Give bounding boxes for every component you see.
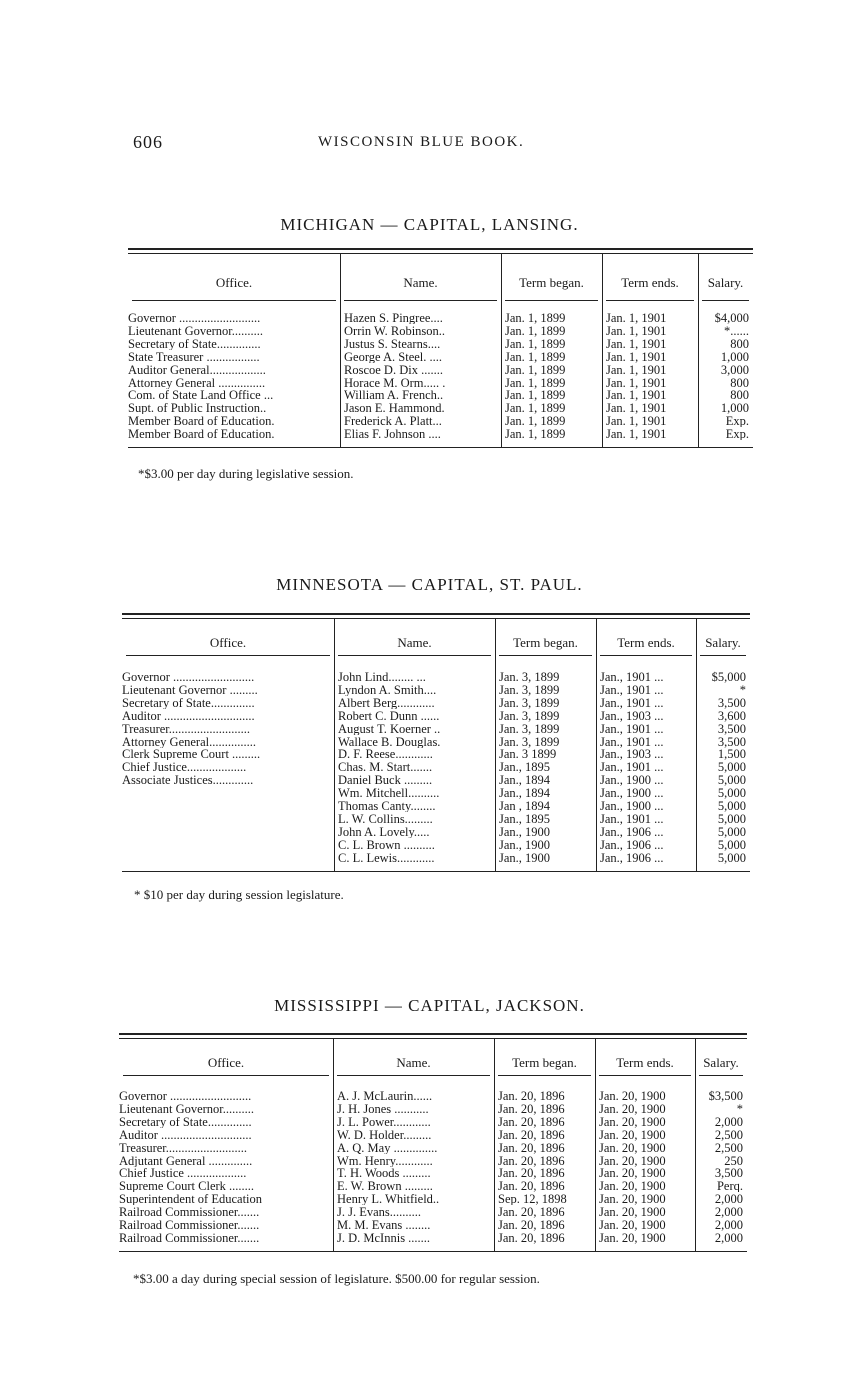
cell-office: Supreme Court Clerk ........ bbox=[119, 1180, 255, 1193]
officers-table bbox=[119, 1033, 747, 1251]
cell-office: Lieutenant Governor.......... bbox=[119, 1102, 255, 1115]
cell-name: W. D. Holder......... bbox=[337, 1128, 432, 1141]
cell-began: Jan. 1, 1899 bbox=[505, 389, 566, 402]
cell-began: Jan. 20, 1896 bbox=[498, 1102, 565, 1115]
table-top-rule-inner bbox=[119, 1038, 747, 1039]
table-bottom-rule bbox=[119, 1251, 747, 1252]
cell-began: Jan., 1895 bbox=[499, 761, 551, 774]
cell-name: D. F. Reese............ bbox=[338, 748, 433, 761]
cell-ends: Jan. 20, 1900 bbox=[599, 1219, 666, 1231]
cell-office: Member Board of Education. bbox=[128, 428, 275, 441]
cell-name: A. Q. May .............. bbox=[337, 1141, 438, 1154]
cell-name: C. L. Lewis............ bbox=[338, 851, 435, 864]
cell-name: Thomas Canty........ bbox=[338, 800, 436, 812]
section-footnote: * $10 per day during session legislature. bbox=[134, 887, 344, 902]
cell-ends: Jan. 20, 1900 bbox=[599, 1102, 666, 1115]
cell-ends: Jan. 20, 1900 bbox=[599, 1090, 666, 1102]
table-row bbox=[128, 364, 753, 376]
cell-began: Sep. 12, 1898 bbox=[498, 1193, 567, 1206]
cell-salary: 1,500 bbox=[717, 748, 746, 761]
section-footnote: *$3.00 a day during special session of legislature. $500.00 for regular session. bbox=[133, 1271, 540, 1286]
table-row bbox=[122, 826, 750, 838]
cell-ends: Jan., 1903 ... bbox=[600, 748, 664, 761]
cell-office: Secretary of State.............. bbox=[119, 1115, 252, 1128]
table-row bbox=[119, 1193, 747, 1205]
cell-office: Attorney General ............... bbox=[128, 376, 266, 389]
cell-salary: 5,000 bbox=[717, 800, 746, 812]
cell-salary: 3,000 bbox=[720, 363, 749, 376]
cell-name: Justus S. Stearns.... bbox=[344, 337, 441, 350]
table-row bbox=[119, 1129, 747, 1141]
cell-began: Jan. 20, 1896 bbox=[498, 1219, 565, 1231]
cell-began: Jan. 20, 1896 bbox=[498, 1206, 565, 1219]
cell-salary: 3,500 bbox=[717, 696, 746, 709]
cell-salary: 5,000 bbox=[717, 825, 746, 838]
table-row bbox=[122, 839, 750, 851]
cell-office: Member Board of Education. bbox=[128, 415, 275, 428]
table-row bbox=[122, 761, 750, 773]
cell-ends: Jan. 20, 1900 bbox=[599, 1167, 666, 1180]
header-underline bbox=[599, 1075, 691, 1076]
cell-ends: Jan. 20, 1900 bbox=[599, 1141, 666, 1154]
cell-name: Wallace B. Douglas. bbox=[338, 735, 441, 748]
table-row bbox=[122, 852, 750, 864]
cell-salary: 1,000 bbox=[720, 350, 749, 363]
cell-name: Daniel Buck ......... bbox=[338, 774, 433, 787]
cell-salary: Exp. bbox=[725, 428, 749, 441]
cell-salary: * bbox=[739, 683, 746, 696]
cell-ends: Jan. 20, 1900 bbox=[599, 1154, 666, 1167]
cell-salary: $3,500 bbox=[708, 1090, 743, 1102]
cell-salary: Exp. bbox=[725, 415, 749, 428]
cell-office: State Treasurer ................. bbox=[128, 350, 260, 363]
cell-office: Railroad Commissioner....... bbox=[119, 1231, 260, 1244]
table-top-rule bbox=[119, 1033, 747, 1035]
cell-began: Jan. 1, 1899 bbox=[505, 428, 566, 441]
cell-began: Jan. 1, 1899 bbox=[505, 415, 566, 428]
cell-name: Hazen S. Pingree.... bbox=[344, 312, 443, 324]
header-began: Term began. bbox=[519, 275, 584, 290]
table-row bbox=[122, 697, 750, 709]
cell-name: E. W. Brown ......... bbox=[337, 1180, 433, 1193]
table-row bbox=[119, 1180, 747, 1192]
cell-began: Jan. 1, 1899 bbox=[505, 363, 566, 376]
section-title: MICHIGAN — CAPITAL, LANSING. bbox=[280, 215, 579, 234]
cell-office: Railroad Commissioner....... bbox=[119, 1219, 260, 1231]
cell-name: Lyndon A. Smith.... bbox=[338, 683, 437, 696]
cell-ends: Jan., 1901 ... bbox=[600, 683, 664, 696]
cell-salary: 5,000 bbox=[717, 851, 746, 864]
cell-began: Jan. 3 1899 bbox=[499, 748, 557, 761]
page-header bbox=[0, 132, 859, 156]
table-row bbox=[119, 1116, 747, 1128]
cell-salary: * bbox=[736, 1102, 743, 1115]
header-salary: Salary. bbox=[703, 1055, 739, 1070]
cell-salary: 800 bbox=[730, 337, 749, 350]
header-underline bbox=[337, 1075, 490, 1076]
cell-ends: Jan., 1906 ... bbox=[600, 851, 664, 864]
cell-office: Com. of State Land Office ... bbox=[128, 389, 274, 402]
cell-salary: 1,000 bbox=[720, 402, 749, 415]
cell-office: Lieutenant Governor.......... bbox=[128, 324, 264, 337]
cell-salary: 3,500 bbox=[717, 735, 746, 748]
cell-ends: Jan. 1, 1901 bbox=[606, 350, 667, 363]
cell-name: Horace M. Orm..... . bbox=[344, 376, 446, 389]
cell-began: Jan., 1895 bbox=[499, 812, 551, 825]
cell-salary: 2,500 bbox=[714, 1141, 743, 1154]
cell-began: Jan., 1894 bbox=[499, 787, 551, 800]
cell-ends: Jan., 1900 ... bbox=[600, 800, 664, 812]
cell-ends: Jan. 20, 1900 bbox=[599, 1180, 666, 1193]
table-row bbox=[122, 671, 750, 683]
cell-ends: Jan., 1901 ... bbox=[600, 696, 664, 709]
table-row bbox=[122, 774, 750, 786]
cell-name: M. M. Evans ........ bbox=[337, 1219, 431, 1231]
table-row bbox=[122, 800, 750, 812]
cell-name: Elias F. Johnson .... bbox=[344, 428, 441, 441]
cell-salary: 2,000 bbox=[714, 1115, 743, 1128]
header-underline bbox=[344, 300, 497, 301]
cell-name: Wm. Henry............ bbox=[337, 1154, 433, 1167]
header-underline bbox=[699, 1075, 743, 1076]
cell-salary: $4,000 bbox=[714, 312, 749, 324]
cell-ends: Jan., 1901 ... bbox=[600, 722, 664, 735]
cell-ends: Jan., 1900 ... bbox=[600, 787, 664, 800]
cell-name: L. W. Collins......... bbox=[338, 812, 433, 825]
table-row bbox=[128, 415, 753, 427]
cell-began: Jan. 3, 1899 bbox=[499, 671, 560, 683]
cell-ends: Jan., 1903 ... bbox=[600, 709, 664, 722]
running-title: WISCONSIN BLUE BOOK. bbox=[318, 134, 525, 150]
officers-table bbox=[122, 613, 750, 871]
header-name: Name. bbox=[403, 275, 438, 290]
header-name: Name. bbox=[397, 635, 432, 650]
table-row bbox=[122, 723, 750, 735]
cell-office: Adjutant General .............. bbox=[119, 1154, 253, 1167]
header-underline bbox=[123, 1075, 329, 1076]
cell-salary: 2,000 bbox=[714, 1219, 743, 1231]
cell-office: Clerk Supreme Court ......... bbox=[122, 748, 261, 761]
cell-office: Auditor ............................. bbox=[119, 1128, 252, 1141]
cell-salary: 2,000 bbox=[714, 1231, 743, 1244]
table-row bbox=[128, 377, 753, 389]
table-row bbox=[122, 736, 750, 748]
cell-began: Jan. 1, 1899 bbox=[505, 402, 566, 415]
cell-name: Frederick A. Platt... bbox=[344, 415, 442, 428]
cell-name: J. L. Power............ bbox=[337, 1115, 431, 1128]
cell-began: Jan., 1900 bbox=[499, 851, 551, 864]
cell-office: Supt. of Public Instruction.. bbox=[128, 402, 267, 415]
cell-began: Jan. 1, 1899 bbox=[505, 312, 566, 324]
cell-ends: Jan., 1901 ... bbox=[600, 761, 664, 774]
cell-ends: Jan., 1906 ... bbox=[600, 825, 664, 838]
table-row bbox=[128, 325, 753, 337]
cell-salary: 3,500 bbox=[717, 722, 746, 735]
cell-name: John Lind........ ... bbox=[338, 671, 426, 683]
cell-ends: Jan. 1, 1901 bbox=[606, 415, 667, 428]
cell-name: Henry L. Whitfield.. bbox=[337, 1193, 440, 1206]
cell-ends: Jan. 1, 1901 bbox=[606, 402, 667, 415]
cell-began: Jan., 1894 bbox=[499, 774, 551, 787]
cell-name: Wm. Mitchell.......... bbox=[338, 787, 440, 800]
cell-ends: Jan., 1901 ... bbox=[600, 671, 664, 683]
cell-office: Treasurer.......................... bbox=[122, 722, 251, 735]
cell-office: Auditor ............................. bbox=[122, 709, 255, 722]
header-office: Office. bbox=[207, 1055, 245, 1070]
cell-ends: Jan., 1901 ... bbox=[600, 812, 664, 825]
cell-ends: Jan. 20, 1900 bbox=[599, 1231, 666, 1244]
cell-ends: Jan., 1906 ... bbox=[600, 838, 664, 851]
cell-office: Governor .......................... bbox=[119, 1090, 252, 1102]
cell-ends: Jan. 1, 1901 bbox=[606, 337, 667, 350]
cell-began: Jan. 20, 1896 bbox=[498, 1141, 565, 1154]
table-top-rule-inner bbox=[128, 253, 753, 254]
cell-name: Chas. M. Start....... bbox=[338, 761, 433, 774]
table-row bbox=[122, 684, 750, 696]
table-row bbox=[128, 312, 753, 324]
table-row bbox=[128, 351, 753, 363]
cell-began: Jan , 1894 bbox=[499, 800, 551, 812]
cell-began: Jan. 1, 1899 bbox=[505, 376, 566, 389]
cell-office: Auditor General.................. bbox=[128, 363, 266, 376]
table-top-rule-inner bbox=[122, 618, 750, 619]
cell-began: Jan., 1900 bbox=[499, 825, 551, 838]
cell-began: Jan. 3, 1899 bbox=[499, 709, 560, 722]
header-name: Name. bbox=[396, 1055, 431, 1070]
cell-ends: Jan., 1900 ... bbox=[600, 774, 664, 787]
cell-name: T. H. Woods ......... bbox=[337, 1167, 431, 1180]
cell-name: C. L. Brown .......... bbox=[338, 838, 435, 851]
cell-office: Governor .......................... bbox=[128, 312, 261, 324]
cell-name: George A. Steel. .... bbox=[344, 350, 443, 363]
cell-salary: 2,000 bbox=[714, 1193, 743, 1206]
cell-ends: Jan. 1, 1901 bbox=[606, 376, 667, 389]
cell-began: Jan. 1, 1899 bbox=[505, 324, 566, 337]
cell-salary: 3,500 bbox=[714, 1167, 743, 1180]
cell-name: Jason E. Hammond. bbox=[344, 402, 445, 415]
cell-began: Jan. 20, 1896 bbox=[498, 1090, 565, 1102]
cell-office: Attorney General............... bbox=[122, 735, 256, 748]
table-row bbox=[122, 710, 750, 722]
cell-name: William A. French.. bbox=[344, 389, 444, 402]
cell-salary: $5,000 bbox=[711, 671, 746, 683]
header-underline bbox=[600, 655, 692, 656]
cell-salary: *...... bbox=[724, 324, 749, 337]
header-underline bbox=[702, 300, 749, 301]
table-row bbox=[119, 1142, 747, 1154]
header-underline bbox=[606, 300, 694, 301]
table-row bbox=[119, 1206, 747, 1218]
cell-began: Jan., 1900 bbox=[499, 838, 551, 851]
cell-began: Jan. 20, 1896 bbox=[498, 1115, 565, 1128]
header-office: Office. bbox=[215, 275, 253, 290]
cell-name: Robert C. Dunn ...... bbox=[338, 709, 440, 722]
table-row bbox=[119, 1232, 747, 1244]
header-underline bbox=[126, 655, 330, 656]
table-bottom-rule bbox=[128, 447, 753, 448]
section-title: MINNESOTA — CAPITAL, ST. PAUL. bbox=[276, 575, 583, 594]
header-ends: Term ends. bbox=[616, 1055, 674, 1070]
cell-name: August T. Koerner .. bbox=[338, 722, 441, 735]
cell-name: J. D. McInnis ....... bbox=[337, 1231, 431, 1244]
table-row bbox=[119, 1090, 747, 1102]
cell-salary: Perq. bbox=[716, 1180, 743, 1193]
cell-office: Lieutenant Governor ......... bbox=[122, 683, 258, 696]
cell-salary: 2,000 bbox=[714, 1206, 743, 1219]
table-row bbox=[119, 1167, 747, 1179]
cell-office: Railroad Commissioner....... bbox=[119, 1206, 260, 1219]
cell-ends: Jan. 1, 1901 bbox=[606, 363, 667, 376]
section-title: MISSISSIPPI — CAPITAL, JACKSON. bbox=[274, 996, 585, 1015]
cell-office: Secretary of State.............. bbox=[128, 337, 261, 350]
header-underline bbox=[499, 655, 592, 656]
cell-began: Jan. 3, 1899 bbox=[499, 722, 560, 735]
cell-office: Chief Justice ................... bbox=[119, 1167, 247, 1180]
header-underline bbox=[338, 655, 491, 656]
officers-table bbox=[128, 248, 753, 447]
cell-began: Jan. 3, 1899 bbox=[499, 735, 560, 748]
cell-began: Jan. 20, 1896 bbox=[498, 1180, 565, 1193]
cell-salary: 5,000 bbox=[717, 774, 746, 787]
table-row bbox=[122, 813, 750, 825]
cell-office: Associate Justices............. bbox=[122, 774, 254, 787]
cell-name: Roscoe D. Dix ....... bbox=[344, 363, 443, 376]
header-ends: Term ends. bbox=[621, 275, 679, 290]
cell-office: Treasurer.......................... bbox=[119, 1141, 248, 1154]
cell-office: Governor .......................... bbox=[122, 671, 255, 683]
table-row bbox=[119, 1103, 747, 1115]
cell-began: Jan. 3, 1899 bbox=[499, 683, 560, 696]
cell-ends: Jan. 20, 1900 bbox=[599, 1206, 666, 1219]
header-salary: Salary. bbox=[707, 275, 744, 290]
table-row bbox=[128, 428, 753, 440]
cell-name: J. J. Evans.......... bbox=[337, 1206, 422, 1219]
cell-began: Jan. 20, 1896 bbox=[498, 1128, 565, 1141]
cell-salary: 5,000 bbox=[717, 812, 746, 825]
cell-ends: Jan. 1, 1901 bbox=[606, 389, 667, 402]
cell-began: Jan. 3, 1899 bbox=[499, 696, 560, 709]
cell-ends: Jan. 1, 1901 bbox=[606, 312, 667, 324]
cell-salary: 250 bbox=[724, 1154, 743, 1167]
table-row bbox=[119, 1219, 747, 1231]
page-number: 606 bbox=[133, 132, 163, 152]
table-bottom-rule bbox=[122, 871, 750, 872]
table-top-rule bbox=[128, 248, 753, 250]
cell-began: Jan. 1, 1899 bbox=[505, 337, 566, 350]
header-salary: Salary. bbox=[705, 635, 741, 650]
cell-ends: Jan. 1, 1901 bbox=[606, 428, 667, 441]
cell-ends: Jan., 1901 ... bbox=[600, 735, 664, 748]
cell-began: Jan. 20, 1896 bbox=[498, 1167, 565, 1180]
cell-office: Chief Justice................... bbox=[122, 761, 247, 774]
header-underline bbox=[498, 1075, 591, 1076]
header-ends: Term ends. bbox=[617, 635, 675, 650]
table-row bbox=[122, 748, 750, 760]
cell-name: Albert Berg............ bbox=[338, 696, 435, 709]
cell-office: Secretary of State.............. bbox=[122, 696, 255, 709]
cell-began: Jan. 20, 1896 bbox=[498, 1154, 565, 1167]
cell-salary: 5,000 bbox=[717, 787, 746, 800]
header-underline bbox=[505, 300, 598, 301]
cell-began: Jan. 1, 1899 bbox=[505, 350, 566, 363]
section-footnote: *$3.00 per day during legislative session. bbox=[138, 466, 354, 481]
cell-name: Orrin W. Robinson.. bbox=[344, 324, 446, 337]
cell-ends: Jan. 1, 1901 bbox=[606, 324, 667, 337]
cell-salary: 5,000 bbox=[717, 838, 746, 851]
cell-salary: 800 bbox=[730, 376, 749, 389]
cell-salary: 5,000 bbox=[717, 761, 746, 774]
table-row bbox=[122, 787, 750, 799]
cell-salary: 800 bbox=[730, 389, 749, 402]
cell-name: J. H. Jones ........... bbox=[337, 1102, 429, 1115]
cell-salary: 3,600 bbox=[717, 709, 746, 722]
cell-name: John A. Lovely..... bbox=[338, 825, 430, 838]
cell-ends: Jan. 20, 1900 bbox=[599, 1193, 666, 1206]
header-underline bbox=[700, 655, 746, 656]
table-row bbox=[128, 338, 753, 350]
table-row bbox=[119, 1155, 747, 1167]
cell-salary: 2,500 bbox=[714, 1128, 743, 1141]
cell-began: Jan. 20, 1896 bbox=[498, 1231, 565, 1244]
header-began: Term began. bbox=[512, 1055, 577, 1070]
header-began: Term began. bbox=[513, 635, 578, 650]
cell-office: Superintendent of Education bbox=[119, 1193, 263, 1206]
cell-ends: Jan. 20, 1900 bbox=[599, 1115, 666, 1128]
table-row bbox=[128, 402, 753, 414]
cell-name: A. J. McLaurin...... bbox=[337, 1090, 433, 1102]
header-underline bbox=[132, 300, 336, 301]
header-office: Office. bbox=[209, 635, 247, 650]
table-top-rule bbox=[122, 613, 750, 615]
table-row bbox=[128, 389, 753, 401]
cell-ends: Jan. 20, 1900 bbox=[599, 1128, 666, 1141]
